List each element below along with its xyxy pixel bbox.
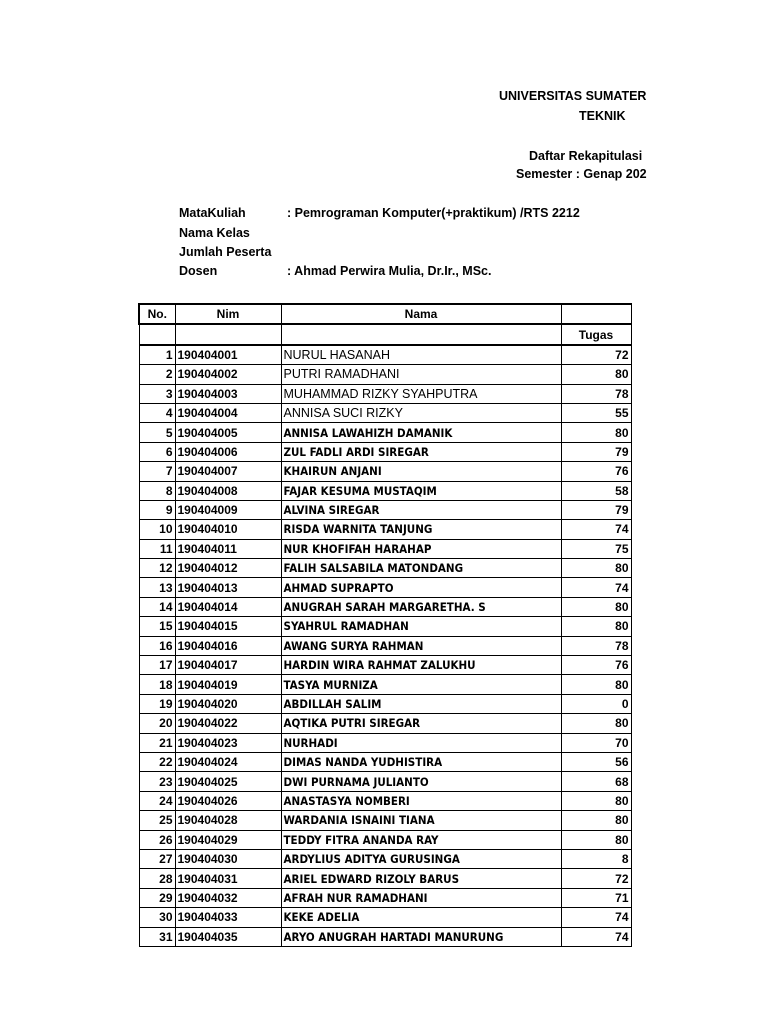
cell-no: 20 bbox=[139, 714, 175, 733]
cell-nama: ZUL FADLI ARDI SIREGAR bbox=[281, 442, 561, 461]
cell-no: 11 bbox=[139, 539, 175, 558]
cell-no: 1 bbox=[139, 345, 175, 365]
cell-nama: PUTRI RAMADHANI bbox=[281, 365, 561, 384]
cell-no: 24 bbox=[139, 791, 175, 810]
matakuliah-label: MataKuliah bbox=[179, 206, 246, 220]
cell-nim: 190404012 bbox=[175, 559, 281, 578]
cell-nama: AWANG SURYA RAHMAN bbox=[281, 636, 561, 655]
cell-no: 28 bbox=[139, 869, 175, 888]
cell-nama: AQTIKA PUTRI SIREGAR bbox=[281, 714, 561, 733]
cell-nim: 190404033 bbox=[175, 908, 281, 927]
cell-tugas: 76 bbox=[561, 656, 631, 675]
nama-kelas-label: Nama Kelas bbox=[179, 226, 250, 240]
cell-nim: 190404026 bbox=[175, 791, 281, 810]
cell-nim: 190404017 bbox=[175, 656, 281, 675]
cell-tugas: 71 bbox=[561, 888, 631, 907]
student-table bbox=[138, 303, 632, 947]
cell-nim: 190404031 bbox=[175, 869, 281, 888]
cell-tugas: 75 bbox=[561, 539, 631, 558]
table-row bbox=[139, 772, 631, 791]
jumlah-peserta-label: Jumlah Peserta bbox=[179, 245, 272, 259]
table-row bbox=[139, 714, 631, 733]
table-row bbox=[139, 791, 631, 810]
cell-nim: 190404032 bbox=[175, 888, 281, 907]
cell-nim: 190404020 bbox=[175, 694, 281, 713]
header-nama-sub bbox=[281, 324, 561, 344]
cell-tugas: 79 bbox=[561, 500, 631, 519]
faculty-title: TEKNIK bbox=[579, 109, 626, 123]
cell-tugas: 68 bbox=[561, 772, 631, 791]
cell-nama: ANNISA LAWAHIZH DAMANIK bbox=[281, 423, 561, 442]
page-clip-edge bbox=[647, 0, 768, 1024]
table-row bbox=[139, 908, 631, 927]
cell-nim: 190404022 bbox=[175, 714, 281, 733]
cell-tugas: 74 bbox=[561, 908, 631, 927]
cell-tugas: 70 bbox=[561, 733, 631, 752]
table-row bbox=[139, 636, 631, 655]
cell-nim: 190404029 bbox=[175, 830, 281, 849]
cell-nama: RISDA WARNITA TANJUNG bbox=[281, 520, 561, 539]
cell-tugas: 56 bbox=[561, 752, 631, 771]
cell-no: 26 bbox=[139, 830, 175, 849]
cell-no: 3 bbox=[139, 384, 175, 403]
cell-nim: 190404008 bbox=[175, 481, 281, 500]
cell-tugas: 74 bbox=[561, 927, 631, 946]
cell-nim: 190404028 bbox=[175, 811, 281, 830]
cell-nim: 190404002 bbox=[175, 365, 281, 384]
table-row bbox=[139, 656, 631, 675]
header-nim-sub bbox=[175, 324, 281, 344]
cell-nama: ABDILLAH SALIM bbox=[281, 694, 561, 713]
cell-tugas: 80 bbox=[561, 365, 631, 384]
cell-nama: HARDIN WIRA RAHMAT ZALUKHU bbox=[281, 656, 561, 675]
table-row bbox=[139, 869, 631, 888]
table-row bbox=[139, 675, 631, 694]
university-title: UNIVERSITAS SUMATER bbox=[499, 89, 647, 103]
table-row bbox=[139, 520, 631, 539]
cell-nim: 190404024 bbox=[175, 752, 281, 771]
cell-tugas: 79 bbox=[561, 442, 631, 461]
cell-nim: 190404035 bbox=[175, 927, 281, 946]
table-row bbox=[139, 345, 631, 365]
cell-nim: 190404030 bbox=[175, 849, 281, 868]
cell-no: 18 bbox=[139, 675, 175, 694]
cell-nim: 190404006 bbox=[175, 442, 281, 461]
cell-no: 7 bbox=[139, 462, 175, 481]
cell-tugas: 76 bbox=[561, 462, 631, 481]
matakuliah-value: : Pemrograman Komputer(+praktikum) /RTS 2212 bbox=[287, 206, 580, 220]
cell-tugas: 72 bbox=[561, 869, 631, 888]
cell-nama: ANUGRAH SARAH MARGARETHA. S bbox=[281, 597, 561, 616]
cell-nama: ARYO ANUGRAH HARTADI MANURUNG bbox=[281, 927, 561, 946]
table-row bbox=[139, 811, 631, 830]
cell-nim: 190404015 bbox=[175, 617, 281, 636]
cell-nama: NUR KHOFIFAH HARAHAP bbox=[281, 539, 561, 558]
table-row bbox=[139, 365, 631, 384]
cell-tugas: 80 bbox=[561, 617, 631, 636]
cell-no: 14 bbox=[139, 597, 175, 616]
cell-no: 5 bbox=[139, 423, 175, 442]
cell-nama: KHAIRUN ANJANI bbox=[281, 462, 561, 481]
table-row bbox=[139, 500, 631, 519]
cell-no: 13 bbox=[139, 578, 175, 597]
cell-nama: NURUL HASANAH bbox=[281, 345, 561, 365]
cell-no: 21 bbox=[139, 733, 175, 752]
cell-no: 27 bbox=[139, 849, 175, 868]
cell-nama: ANASTASYA NOMBERI bbox=[281, 791, 561, 810]
cell-no: 30 bbox=[139, 908, 175, 927]
cell-nama: ARDYLIUS ADITYA GURUSINGA bbox=[281, 849, 561, 868]
cell-nim: 190404001 bbox=[175, 345, 281, 365]
cell-nama: SYAHRUL RAMADHAN bbox=[281, 617, 561, 636]
cell-no: 12 bbox=[139, 559, 175, 578]
cell-tugas: 80 bbox=[561, 559, 631, 578]
cell-tugas: 80 bbox=[561, 811, 631, 830]
table-row bbox=[139, 830, 631, 849]
cell-nama: FAJAR KESUMA MUSTAQIM bbox=[281, 481, 561, 500]
cell-no: 23 bbox=[139, 772, 175, 791]
cell-no: 17 bbox=[139, 656, 175, 675]
cell-nama: DIMAS NANDA YUDHISTIRA bbox=[281, 752, 561, 771]
semester-label: Semester : Genap 202 bbox=[516, 167, 647, 181]
cell-nim: 190404016 bbox=[175, 636, 281, 655]
table-row bbox=[139, 888, 631, 907]
cell-no: 25 bbox=[139, 811, 175, 830]
header-nim: Nim bbox=[175, 304, 281, 324]
cell-tugas: 80 bbox=[561, 791, 631, 810]
cell-tugas: 80 bbox=[561, 675, 631, 694]
table-row bbox=[139, 733, 631, 752]
cell-nama: ALVINA SIREGAR bbox=[281, 500, 561, 519]
cell-tugas: 80 bbox=[561, 830, 631, 849]
table-body bbox=[139, 345, 631, 947]
cell-nama: NURHADI bbox=[281, 733, 561, 752]
header-no-sub bbox=[139, 324, 175, 344]
table-row bbox=[139, 752, 631, 771]
cell-nim: 190404003 bbox=[175, 384, 281, 403]
cell-no: 4 bbox=[139, 403, 175, 422]
cell-tugas: 78 bbox=[561, 636, 631, 655]
table-row bbox=[139, 617, 631, 636]
cell-no: 6 bbox=[139, 442, 175, 461]
document-title: Daftar Rekapitulasi bbox=[529, 149, 643, 163]
table-row bbox=[139, 442, 631, 461]
cell-nama: WARDANIA ISNAINI TIANA bbox=[281, 811, 561, 830]
cell-no: 19 bbox=[139, 694, 175, 713]
cell-nama: DWI PURNAMA JULIANTO bbox=[281, 772, 561, 791]
cell-nama: ARIEL EDWARD RIZOLY BARUS bbox=[281, 869, 561, 888]
cell-nim: 190404023 bbox=[175, 733, 281, 752]
cell-tugas: 80 bbox=[561, 714, 631, 733]
header-tugas: Tugas bbox=[561, 324, 631, 344]
cell-nim: 190404005 bbox=[175, 423, 281, 442]
cell-nim: 190404007 bbox=[175, 462, 281, 481]
table-row bbox=[139, 539, 631, 558]
cell-nim: 190404009 bbox=[175, 500, 281, 519]
table-row bbox=[139, 578, 631, 597]
cell-tugas: 58 bbox=[561, 481, 631, 500]
cell-nama: AHMAD SUPRAPTO bbox=[281, 578, 561, 597]
cell-nim: 190404010 bbox=[175, 520, 281, 539]
cell-no: 2 bbox=[139, 365, 175, 384]
cell-nama: TEDDY FITRA ANANDA RAY bbox=[281, 830, 561, 849]
dosen-label: Dosen bbox=[179, 264, 218, 278]
cell-nim: 190404019 bbox=[175, 675, 281, 694]
cell-nama: ANNISA SUCI RIZKY bbox=[281, 403, 561, 422]
table-row bbox=[139, 462, 631, 481]
dosen-value: : Ahmad Perwira Mulia, Dr.Ir., MSc. bbox=[287, 264, 492, 278]
cell-no: 29 bbox=[139, 888, 175, 907]
cell-tugas: 80 bbox=[561, 423, 631, 442]
header-group-empty bbox=[561, 304, 631, 324]
table-row bbox=[139, 423, 631, 442]
cell-no: 22 bbox=[139, 752, 175, 771]
cell-no: 15 bbox=[139, 617, 175, 636]
cell-tugas: 74 bbox=[561, 520, 631, 539]
cell-tugas: 0 bbox=[561, 694, 631, 713]
table-row bbox=[139, 694, 631, 713]
cell-no: 9 bbox=[139, 500, 175, 519]
table-row bbox=[139, 403, 631, 422]
header-nama: Nama bbox=[281, 304, 561, 324]
cell-no: 10 bbox=[139, 520, 175, 539]
table-row bbox=[139, 849, 631, 868]
cell-nama: MUHAMMAD RIZKY SYAHPUTRA bbox=[281, 384, 561, 403]
cell-nama: FALIH SALSABILA MATONDANG bbox=[281, 559, 561, 578]
cell-tugas: 72 bbox=[561, 345, 631, 365]
cell-no: 8 bbox=[139, 481, 175, 500]
cell-no: 16 bbox=[139, 636, 175, 655]
table-row bbox=[139, 384, 631, 403]
cell-no: 31 bbox=[139, 927, 175, 946]
cell-tugas: 78 bbox=[561, 384, 631, 403]
cell-nim: 190404014 bbox=[175, 597, 281, 616]
cell-nim: 190404004 bbox=[175, 403, 281, 422]
cell-nama: KEKE ADELIA bbox=[281, 908, 561, 927]
cell-tugas: 8 bbox=[561, 849, 631, 868]
table-row bbox=[139, 927, 631, 946]
cell-nim: 190404013 bbox=[175, 578, 281, 597]
cell-tugas: 74 bbox=[561, 578, 631, 597]
table-row bbox=[139, 559, 631, 578]
table-row bbox=[139, 481, 631, 500]
cell-tugas: 80 bbox=[561, 597, 631, 616]
cell-nama: TASYA MURNIZA bbox=[281, 675, 561, 694]
header-no: No. bbox=[139, 304, 175, 324]
cell-nim: 190404025 bbox=[175, 772, 281, 791]
table-row bbox=[139, 597, 631, 616]
cell-nama: AFRAH NUR RAMADHANI bbox=[281, 888, 561, 907]
cell-tugas: 55 bbox=[561, 403, 631, 422]
cell-nim: 190404011 bbox=[175, 539, 281, 558]
